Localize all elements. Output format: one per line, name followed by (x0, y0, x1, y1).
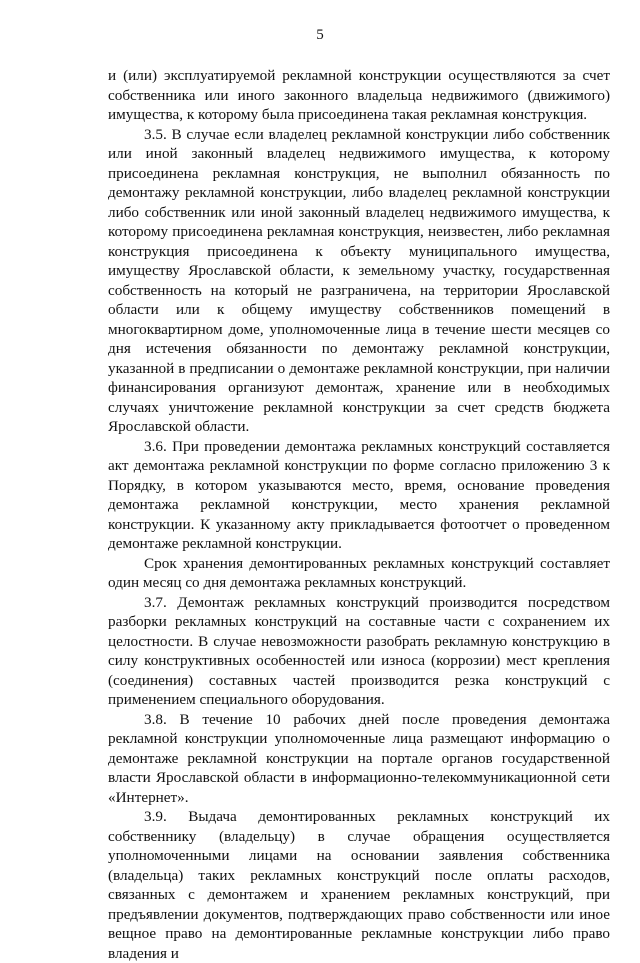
paragraph-continuation: и (или) эксплуатируемой рекламной конструкции осуществляются за счет собственника или иного законного владельца недвижимого (движимого) имущества, к которому была присоединена такая рекламная конструкция. (108, 67, 610, 123)
paragraph-3-7: 3.7. Демонтаж рекламных конструкций производится посредством разборки рекламных конструкций на составные части с сохранением их целостности. В случае невозможности разобрать рекламную конструкцию в силу конструктивных особенностей или износа (коррозии) мест крепления (соединения) составных частей производится резка конструкций с применением специального оборудования. (108, 593, 610, 708)
paragraph-3-5: 3.5. В случае если владелец рекламной конструкции либо собственник или иной законный владелец недвижимого имущества, к которому присоединена рекламная конструкция, не выполнил обязанность по демонтажу рекламной конструкции, либо владелец рекламной конструкции либо собственник или иной законный владелец недвижимого имущества, к которому присоединена рекламная конструкция, неизвестен, либо рекламная конструкция присоединена к объекту муниципального имущества, имуществу Ярославской области, к земельному участку, государственная собственность на который не разграничена, на территории Ярославской области или к общему имуществу собственников помещений в многоквартирном доме, уполномоченные лица в течение шести месяцев со дня истечения обязанности по демонтажу рекламной конструкции, указанной в предписании о демонтаже рекламной конструкции, при наличии финансирования организуют демонтаж, хранение или в необходимых случаях уничтожение рекламной конструкции за счет средств бюджета Ярославской области. (108, 125, 610, 435)
paragraph-storage-term: Срок хранения демонтированных рекламных конструкций составляет один месяц со дня демонтажа рекламных конструкций. (108, 554, 610, 591)
paragraph-3-6: 3.6. При проведении демонтажа рекламных конструкций составляется акт демонтажа рекламной конструкции по форме согласно приложению 3 к Порядку, в котором указываются место, время, основание проведения демонтажа рекламной конструкции, место хранения рекламной конструкции. К указанному акту прикладывается фотоотчет о проведенном демонтаже рекламной конструкции. (108, 437, 610, 552)
paragraph-3-9: 3.9. Выдача демонтированных рекламных конструкций их собственнику (владельцу) в случае обращения осуществляется уполномоченными лицами на основании заявления собственника (владельца) таких рекламных конструкций после оплаты расходов, связанных с демонтажем и хранением рекламных конструкций, при предъявлении документов, подтверждающих право собственности или иное вещное право на демонтированные рекламные конструкции либо право владения и (108, 808, 610, 962)
document-body (108, 66, 610, 963)
paragraph-3-8: 3.8. В течение 10 рабочих дней после проведения демонтажа рекламной конструкции уполномоченные лица размещают информацию о демонтаже рекламной конструкции на портале органов государственной власти Ярославской области в информационно-телекоммуникационной сети «Интернет». (108, 710, 610, 806)
page-number: 5 (316, 27, 324, 43)
